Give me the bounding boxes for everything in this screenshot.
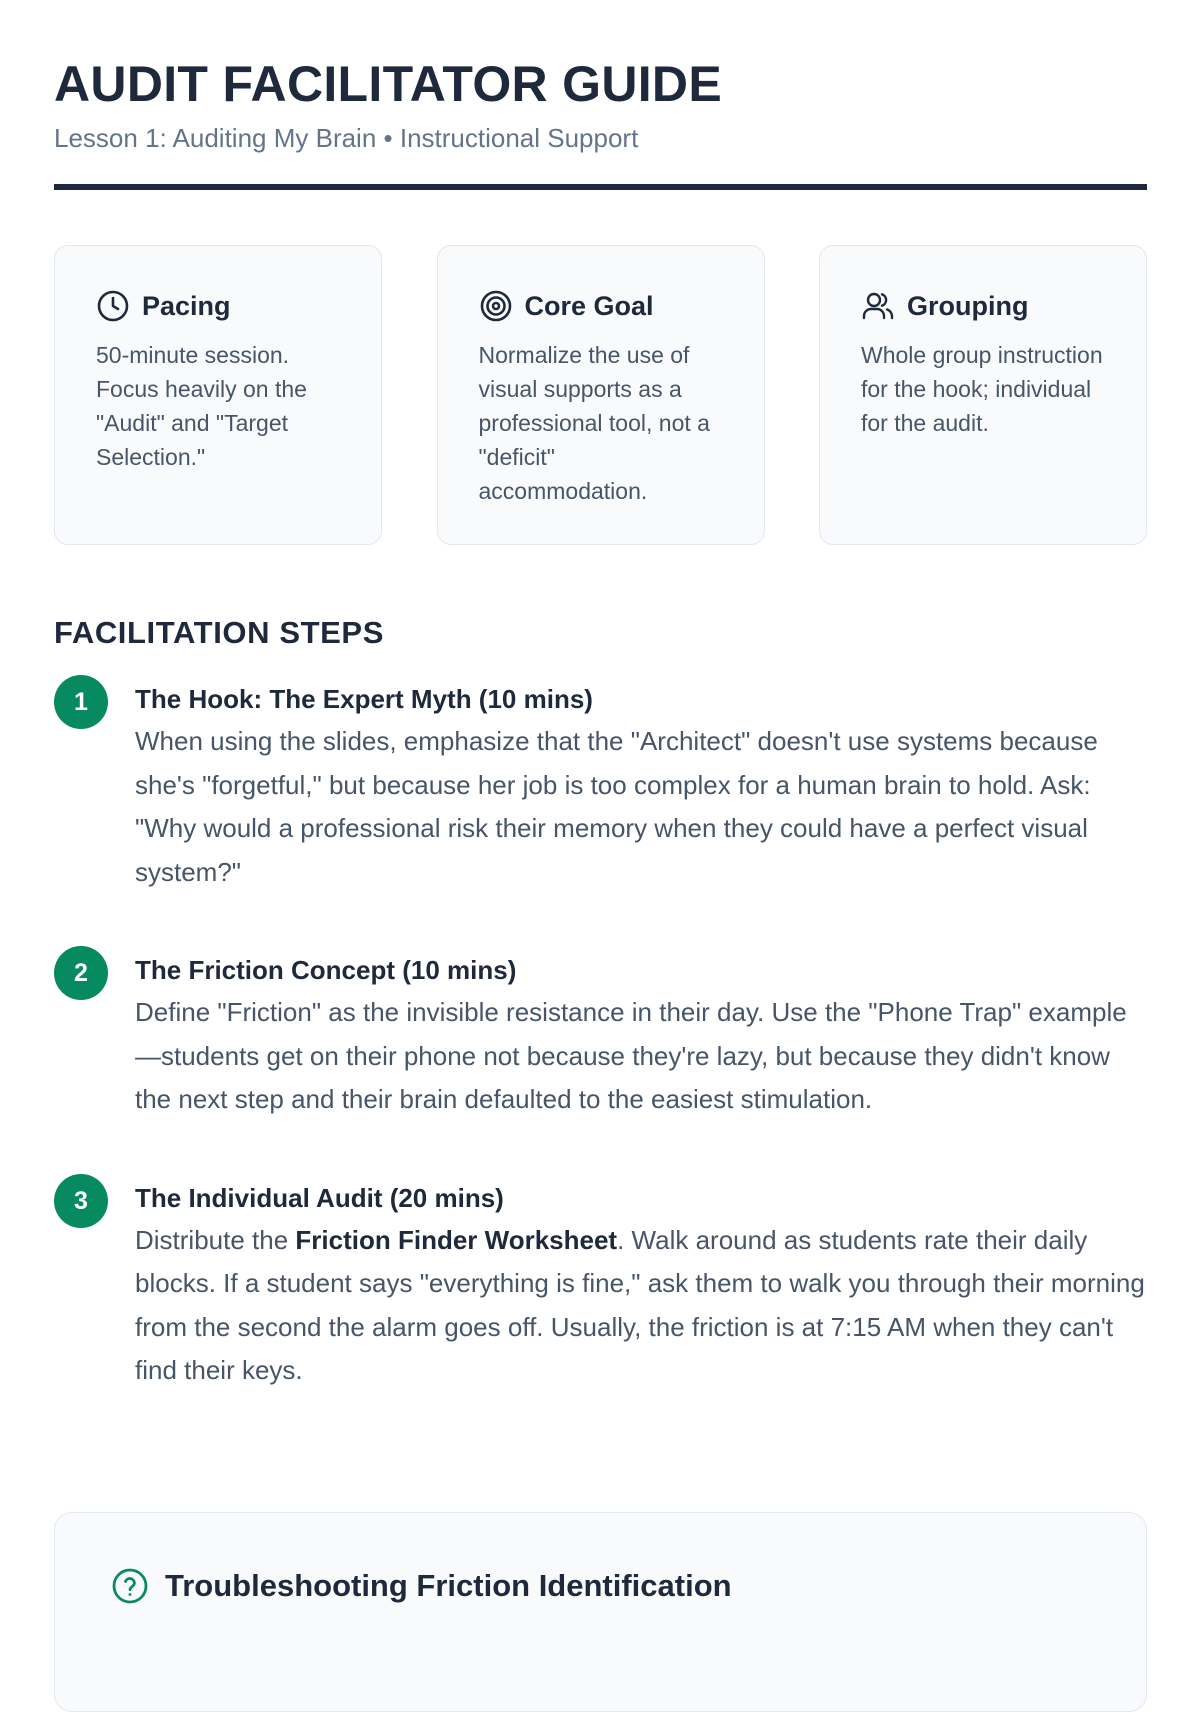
core-goal-card xyxy=(437,245,765,545)
step-item xyxy=(54,946,1147,1122)
step-body-text: Distribute the xyxy=(135,1224,296,1255)
core-goal-card-title: Core Goal xyxy=(524,290,654,321)
step-item xyxy=(54,675,1147,894)
step-title: The Individual Audit (20 mins) xyxy=(135,1182,504,1213)
step-body: When using the slides, emphasize that the "Architect" doesn't use systems because she's "forgetful," but because her job is too complex for a human brain to hold. Ask: "Why would a professional risk their memory when they could have a perfect visual system?" xyxy=(135,726,1098,887)
header-divider xyxy=(54,184,1147,190)
facilitation-steps-heading: FACILITATION STEPS xyxy=(54,615,384,650)
step-item xyxy=(54,1174,1147,1393)
page-title: AUDIT FACILITATOR GUIDE xyxy=(54,56,722,112)
guide-page xyxy=(54,0,1147,1603)
troubleshooting-title: Troubleshooting Friction Identification xyxy=(165,1568,732,1603)
troubleshooting-header xyxy=(111,1567,732,1605)
worksheet-name: Friction Finder Worksheet xyxy=(295,1224,618,1255)
grouping-card xyxy=(819,245,1147,545)
pacing-card-text: 50-minute session. Focus heavily on the "Audit" and "Target Selection." xyxy=(96,342,307,470)
grouping-card-header xyxy=(861,288,1106,324)
target-icon xyxy=(479,289,513,323)
overview-cards xyxy=(54,245,1147,545)
step-number-badge: 3 xyxy=(54,1174,108,1228)
grouping-card-title: Grouping xyxy=(907,290,1029,321)
users-icon xyxy=(861,289,895,323)
troubleshooting-panel xyxy=(54,1512,1147,1712)
core-goal-card-text: Normalize the use of visual supports as a professional tool, not a "deficit" accommodation. xyxy=(478,342,710,504)
pacing-card-header xyxy=(96,288,341,324)
step-title: The Friction Concept (10 mins) xyxy=(135,955,517,985)
step-number-badge: 2 xyxy=(54,946,108,1000)
step-body-text: . Walk around as students rate their daily blocks. If a student says "everything is fine," ask them to walk you through their morning from the second the alarm goes off. Usually, the friction is at 7:15 AM when they can't find their keys. xyxy=(135,1224,1145,1385)
page-subtitle: Lesson 1: Auditing My Brain • Instructional Support xyxy=(54,123,639,153)
step-body xyxy=(135,1219,1147,1393)
pacing-card xyxy=(54,245,382,545)
core-goal-card-header xyxy=(479,288,724,324)
step-number-badge: 1 xyxy=(54,675,108,729)
step-title: The Hook: The Expert Myth (10 mins) xyxy=(135,684,593,714)
clock-icon xyxy=(96,289,130,323)
facilitation-steps-list xyxy=(54,675,1147,1393)
grouping-card-text: Whole group instruction for the hook; individual for the audit. xyxy=(861,342,1103,436)
pacing-card-title: Pacing xyxy=(142,290,231,321)
step-body: Define "Friction" as the invisible resistance in their day. Use the "Phone Trap" example—students get on their phone not because they're lazy, but because they didn't know the next step and their brain defaulted to the easiest stimulation. xyxy=(135,997,1127,1114)
help-circle-icon xyxy=(111,1567,149,1605)
